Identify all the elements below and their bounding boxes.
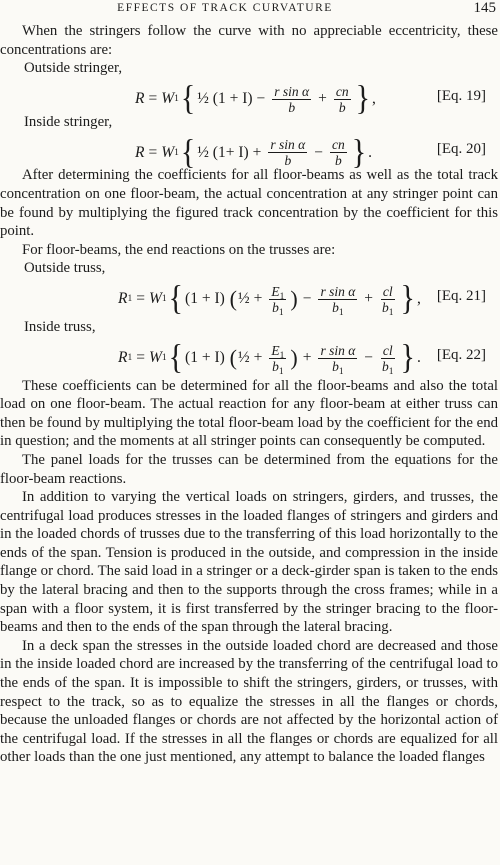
label-outside-stringer: Outside stringer, <box>24 60 123 77</box>
eq22-w: W <box>148 348 162 366</box>
eq22-fraction-rsin: $\frac{\text{r sin α}}{b_1}$ <box>320 342 356 377</box>
eq21-w: W <box>148 290 162 308</box>
equation-tag-21: [Eq. 21] <box>436 287 486 304</box>
page-number: 145 <box>473 0 496 16</box>
eq21-lhs: R <box>118 290 128 308</box>
paragraph-7: In a deck span the stresses in the outside loaded chord are decreased and those in the inside loaded chord are increased by the transferring of the centrifugal load to the ends of the span. It is impossible to shift the stringers, girders, or trusses, with respect to the track, so as to equalize the stresses in all the flanges or chords, because the unloaded flanges or chords are not affected by the horizontal action of the centrifugal load. If the stresses in all the flanges or chords are equalized for all other loads than the one just mentioned, any attempt to balance the loaded flanges <box>0 637 498 766</box>
eq21-fraction-e: $\frac{E_1}{b_1}$ <box>271 283 285 318</box>
paragraph-4: These coefficients can be determined for all the floor-beams and also the total load on one floor-beam. The actual reaction for any floor-beam at either truss can then be found by multiplying the total floor-beam load by the coefficient for the end in question; and the moments at all stringer points can consequently be computed. <box>0 377 498 450</box>
eq22-fraction-e: $\frac{E_1}{b_1}$ <box>271 342 285 377</box>
paragraph-1: When the stringers follow the curve with no appreciable eccentricity, these concentrations are: <box>0 23 498 58</box>
eq20-w: W <box>161 143 175 161</box>
equation-tag-22: [Eq. 22] <box>436 346 486 363</box>
eq20-one-plus-i: (1+ I) <box>212 143 249 161</box>
label-inside-truss: Inside truss, <box>24 318 96 335</box>
eq22-fraction-cl: $\frac{cl}{b_1}$ <box>382 342 394 377</box>
equation-tag-19: [Eq. 19] <box>436 87 486 104</box>
body-text <box>0 22 498 767</box>
label-outside-truss: Outside truss, <box>24 260 106 277</box>
eq21-half: ½ <box>237 290 250 308</box>
label-inside-stringer: Inside stringer, <box>24 113 113 130</box>
eq22-lhs: R <box>118 348 128 366</box>
equation-20: R = W 1 { ½ (1+ I) + $\frac{\text{r sin α}}{b}$ − $\frac{cn}{b}$ } . [Eq. 20] <box>135 133 486 172</box>
paragraph-5: The panel loads for the trusses can be determined from the equations for the floor-beam reactions. <box>0 451 498 487</box>
equation-tag-20: [Eq. 20] <box>436 141 486 158</box>
eq19-lhs: R <box>135 89 145 107</box>
eq22-one-plus-i: (1 + I) <box>185 348 225 366</box>
eq19-fraction-rsin: $\frac{\text{r sin α}}{b}$ <box>274 83 310 115</box>
eq21-fraction-cl: $\frac{cl}{b_1}$ <box>382 283 394 318</box>
eq19-w: W <box>161 89 175 107</box>
equation-22: R 1 = W 1 { (1 + I) ( ½ + $\frac{E_1}{b_1}$ ) + $\frac{\text{r sin α}}{b_1}$ − $\frac{cl}{b_1}$ } . [Eq. 22] <box>118 338 486 377</box>
eq21-one-plus-i: (1 + I) <box>185 290 225 308</box>
eq21-fraction-rsin: $\frac{\text{r sin α}}{b_1}$ <box>320 283 356 318</box>
running-head: EFFECTS OF TRACK CURVATURE <box>117 2 333 14</box>
paragraph-6: In addition to varying the vertical loads on stringers, girders, and trusses, the centrifugal load produces stresses in the loaded flanges of stringers and girders and in the loaded chords of trusses due to the transferring of this load horizontally to the ends of the span. Tension is produced in the outside, and compression in the inside flange or chord. The said load in a stringer or a deck-girder span is taken to the ends by the lateral bracing and then to the supports through the cross frames; while in a span with a floor system, it is first transferred by the stringer bracing to the floor-beams and then to the ends of the span through the lateral bracing. <box>0 489 498 636</box>
eq19-one-plus-i: (1 + I) <box>212 89 253 107</box>
paragraph-3: For floor-beams, the end reactions on the trusses are: <box>22 241 336 258</box>
eq20-lhs: R <box>135 143 145 161</box>
paragraph-2: After determining the coefficients for all floor-beams as well as the total track concentration on one floor-beam, the actual concentration at any stringer point can be found by multiplying the figured track concentration by the coefficient for this point. <box>0 167 498 240</box>
eq20-fraction-cn: $\frac{cn}{b}$ <box>332 137 345 169</box>
eq20-fraction-rsin: $\frac{\text{r sin α}}{b}$ <box>270 137 306 169</box>
eq19-fraction-cn: $\frac{cn}{b}$ <box>335 83 349 115</box>
eq22-half: ½ <box>237 348 250 366</box>
equation-19: R = W 1 { ½ (1 + I) − $\frac{\text{r sin α}}{b}$ + $\frac{cn}{b}$ } , [Eq. 19] <box>135 79 486 118</box>
equation-21: R 1 = W 1 { (1 + I) ( ½ + $\frac{E_1}{b_1}$ ) − $\frac{\text{r sin α}}{b_1}$ + $\frac{cl}{b_1}$ } , [Eq. 21] <box>118 279 486 318</box>
eq19-half: ½ <box>197 89 209 107</box>
page-header <box>0 0 500 20</box>
eq20-half: ½ <box>197 143 209 161</box>
